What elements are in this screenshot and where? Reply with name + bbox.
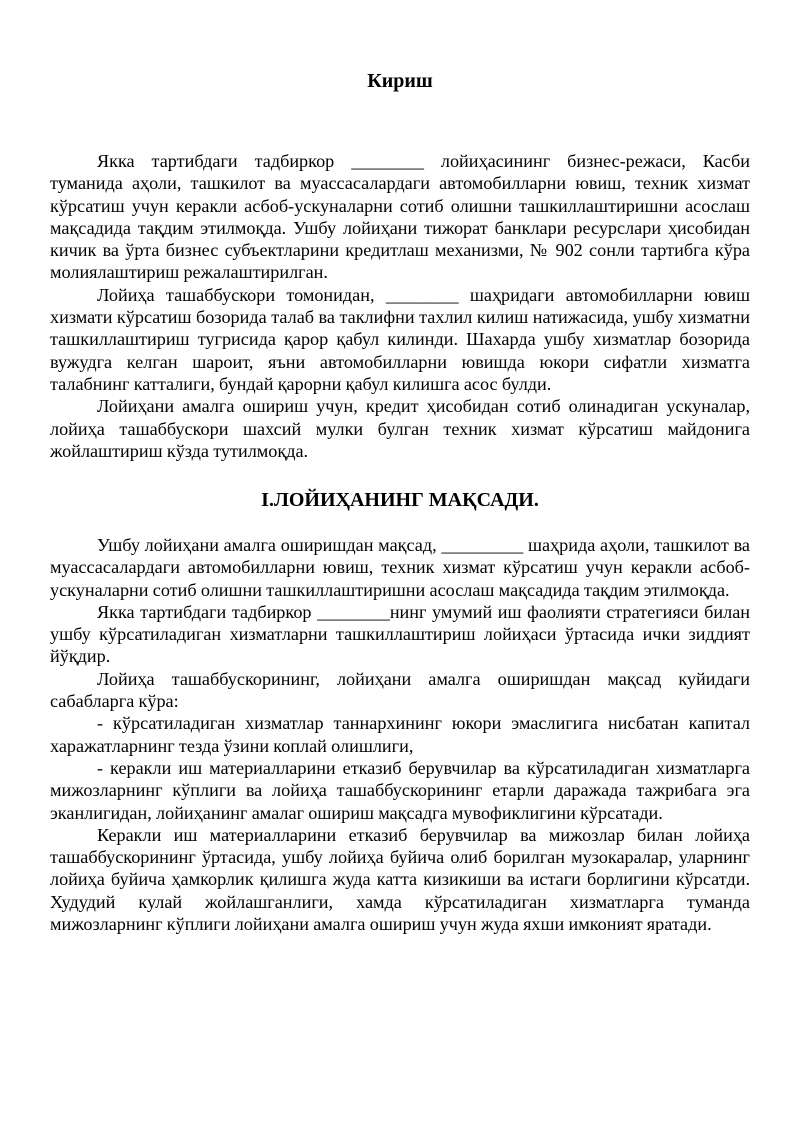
intro-paragraph: Лойиҳани амалга ошириш учун, кредит ҳисобидан сотиб олинадиган ускуналар, лойиҳа ташаббускори шахсий мулки булган техник хизмат кўрсатиш майдонига жойлаштириш кўзда тутилмоқда. bbox=[50, 396, 750, 461]
intro-paragraph: Якка тартибдаги тадбиркор ________ лойиҳасининг бизнес-режаси, Касби туманида аҳоли, ташкилот ва муассасалардаги автомобилларни ювиш, техник хизмат кўрсатиш учун керакли асбоб-ускуналарни сотиб олишни ташкиллаштиришни асослаш мақсадида тақдим этилмоқда. Ушбу лойиҳани тижорат банклари ресурслари ҳисобидан кичик ва ўрта бизнес субъектларини кредитлаш механизми, № 902 сонли тартибга кўра молиялаштириш режалаштирилган. bbox=[50, 151, 750, 283]
goal-section bbox=[50, 534, 750, 935]
goal-paragraph: Ушбу лойиҳани амалга оширишдан мақсад, _________ шаҳрида аҳоли, ташкилот ва муассасалардаги автомобилларни ювиш, техник хизмат кўрсатиш учун керакли асбоб-ускуналарни сотиб олишни ташкиллаштиришни асослаш мақсадида тақдим этилмоқда. bbox=[50, 535, 750, 600]
intro-section bbox=[50, 150, 750, 462]
section-title-goal: I.ЛОЙИҲАНИНГ МАҚСАДИ. bbox=[261, 489, 539, 511]
intro-title: Кириш bbox=[367, 70, 433, 92]
intro-paragraph: Лойиҳа ташаббускори томонидан, ________ шаҳридаги автомобилларни ювиш хизмати кўрсатиш бозорида талаб ва таклифни тахлил килиш натижасида, ушбу хизматни ташкиллаштириш тугрисида қарор қабул килинди. Шахарда ушбу хизматлар бозорида вужудга келган шароит, яъни автомобилларни ювишда юкори сифатли хизматга талабнинг катталиги, бундай қарорни қабул килишга асос булди. bbox=[50, 284, 750, 394]
goal-paragraph: Лойиҳа ташаббускорининг, лойиҳани амалга оширишдан мақсад куйидаги сабабларга кўра: bbox=[50, 668, 750, 712]
goal-list-item: - керакли иш материалларини етказиб берувчилар ва кўрсатиладиган хизматларга мижозларнинг кўплиги ва лойиҳа ташаббускорининг етарли даражада тажрибага эга эканлигидан, лойиҳанинг амалаг ошириш мақсадга мувофиклигини кўрсатади. bbox=[50, 757, 750, 823]
goal-paragraph: Якка тартибдаги тадбиркор ________нинг умумий иш фаолияти стратегияси билан ушбу кўрсатиладиган хизматларни ташкиллаштириш лойиҳаси ўртасида ички зиддият йўқдир. bbox=[50, 601, 750, 667]
goal-paragraph: Керакли иш материалларини етказиб берувчилар ва мижозлар билан лойиҳа ташаббускорининг ўртасида, ушбу лойиҳа буйича олиб борилган музокаралар, уларнинг лойиҳа буйича ҳамкорлик қилишга жуда катта кизикиши ва истаги борлигини кўрсатди. Худудий кулай жойлашганлиги, хамда кўрсатиладиган хизматларга туманда мижозларнинг кўплиги лойиҳани амалга ошириш учун жуда яхши имконият яратади. bbox=[50, 824, 750, 935]
goal-list-item: - кўрсатиладиган хизматлар таннархининг юкори эмаслигига нисбатан капитал харажатларнинг тезда ўзини коплай олишлиги, bbox=[50, 713, 750, 756]
